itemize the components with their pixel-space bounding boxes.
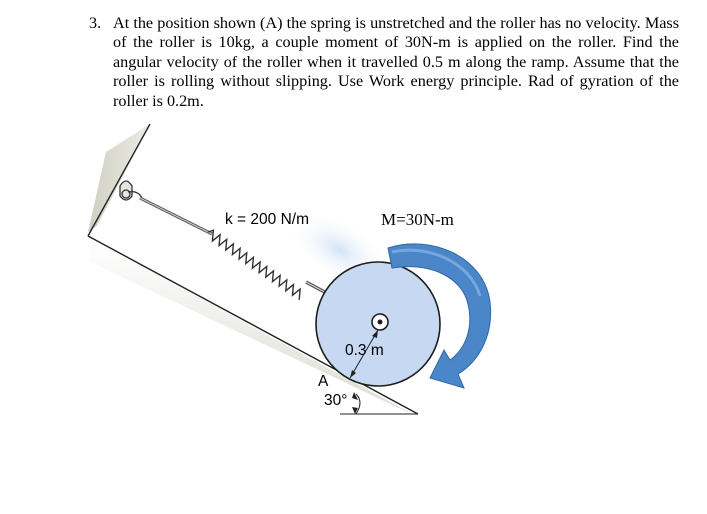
problem-text: At the position shown (A) the spring is unstretched and the roller has no velocity. Mass of the roller is 10kg, a couple moment of 30N-m is applied on the roller. Find the angular velocity of the roller when it travelled 0.5 m along the ramp. Assume that the roller is rolling without slipping. Use Work energy principle. Rad of gyration of the roller is 0.2m. bbox=[113, 14, 679, 110]
spring-stiffness-label: k = 200 N/m bbox=[225, 211, 309, 228]
moment-label: M=30N-m bbox=[381, 210, 454, 229]
wall-anchor bbox=[120, 181, 142, 200]
angle-label: 30° bbox=[324, 392, 348, 409]
radius-label: 0.3 m bbox=[345, 342, 384, 359]
wall bbox=[88, 124, 150, 236]
problem-number: 3. bbox=[89, 14, 102, 32]
point-a-label: A bbox=[318, 373, 329, 390]
angle-indicator bbox=[352, 392, 360, 414]
